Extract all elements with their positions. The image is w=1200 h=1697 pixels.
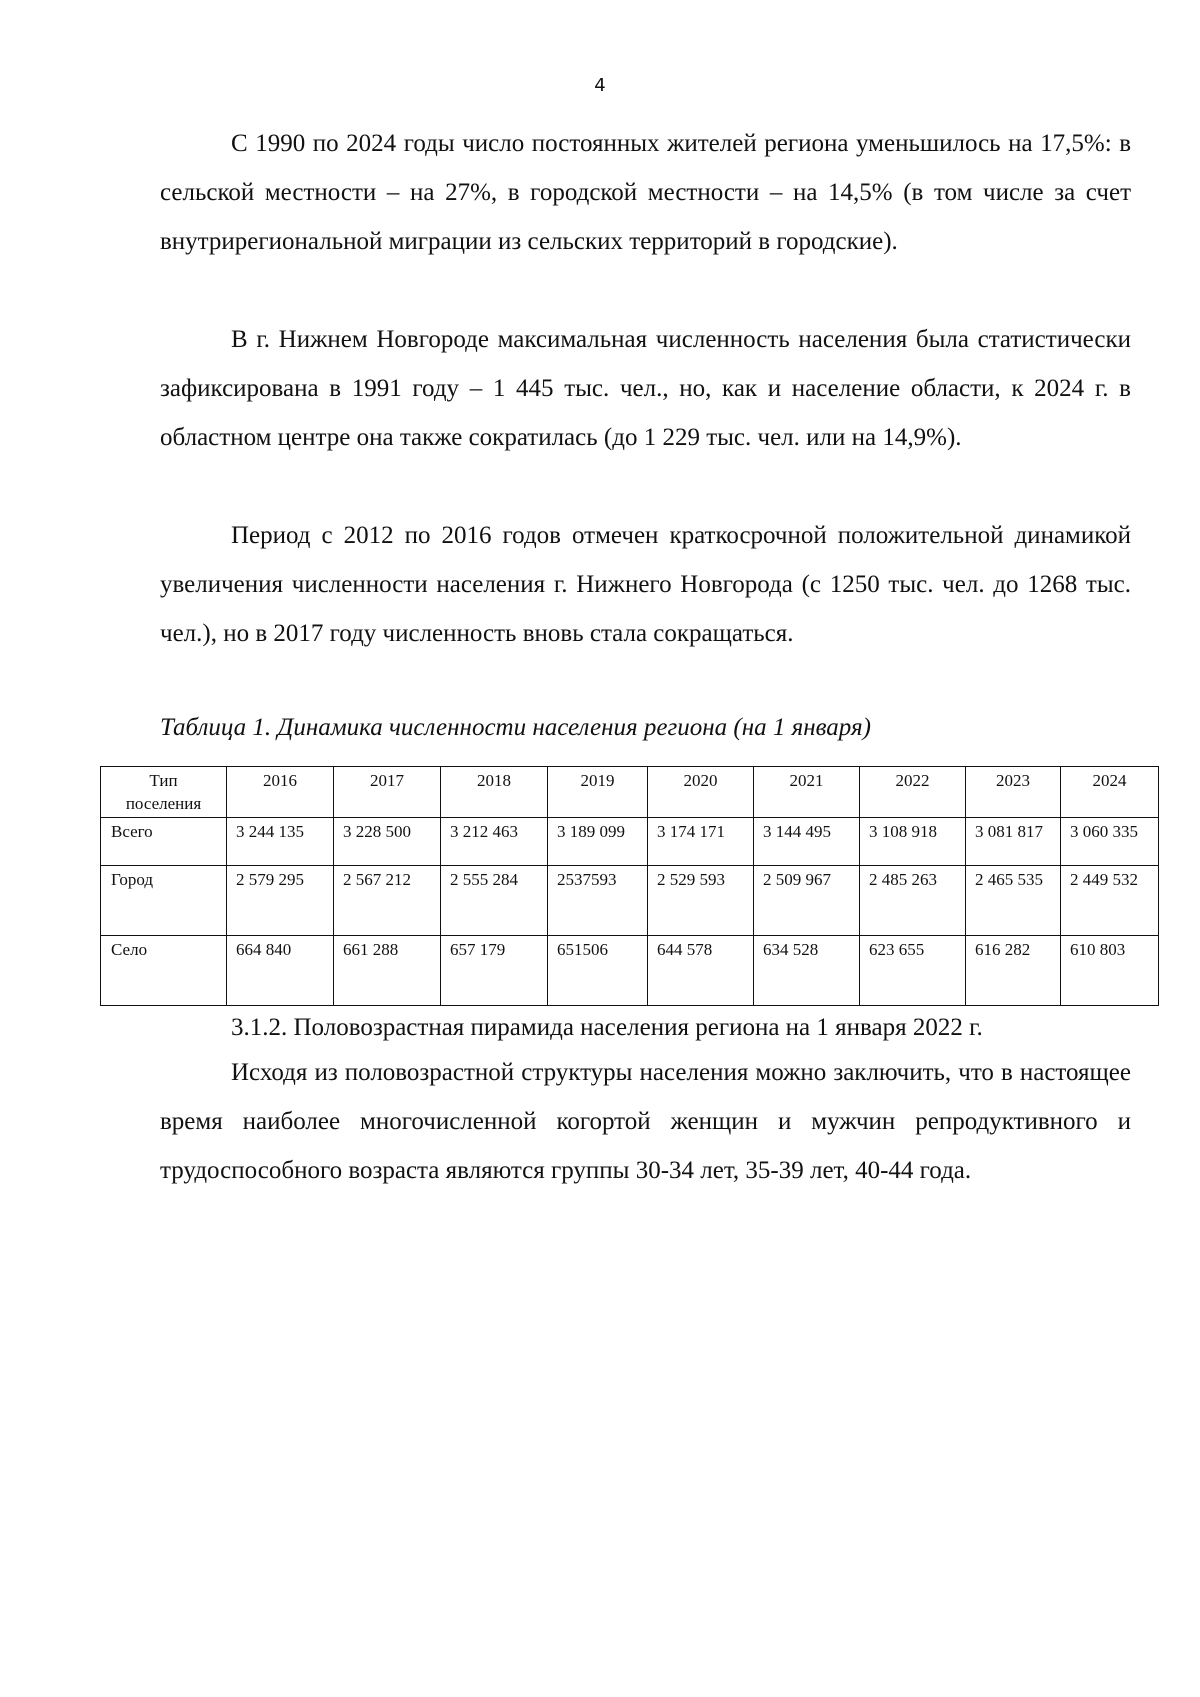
paragraph-growth-period: Период с 2012 по 2016 годов отмечен краткосрочной положительной динамикой увеличения численности населения г. Нижнего Новгорода (с 1250 тыс. чел. до 1268 тыс. чел.), но в 2017 году численность вновь стала сокращаться. — [160, 522, 1131, 647]
table-cell: 644 578 — [648, 936, 754, 1006]
table-cell: 2 529 593 — [648, 866, 754, 936]
header-year: 2024 — [1061, 767, 1159, 818]
table-cell: 2 465 535 — [966, 866, 1061, 936]
table-caption: Таблица 1. Динамика численности населения региона (на 1 января) — [160, 714, 871, 741]
population-table — [100, 766, 1159, 1006]
table-cell: 2537593 — [548, 866, 648, 936]
table-cell: 3 060 335 — [1061, 818, 1159, 866]
table-row-urban — [101, 866, 1159, 936]
table-cell: 623 655 — [860, 936, 966, 1006]
table-cell: 3 228 500 — [334, 818, 441, 866]
page-number: 4 — [594, 75, 606, 96]
table-cell: 2 485 263 — [860, 866, 966, 936]
table-cell: 2 555 284 — [441, 866, 548, 936]
table-cell: 3 144 495 — [754, 818, 860, 866]
header-year: 2021 — [754, 767, 860, 818]
table-cell: 664 840 — [227, 936, 334, 1006]
row-label: Город — [101, 866, 227, 936]
row-label: Всего — [101, 818, 227, 866]
header-year: 2016 — [227, 767, 334, 818]
table-cell: 3 189 099 — [548, 818, 648, 866]
row-label: Село — [101, 936, 227, 1006]
section-heading: 3.1.2. Половозрастная пирамида населения региона на 1 января 2022 г. — [231, 1014, 983, 1041]
header-year: 2017 — [334, 767, 441, 818]
paragraph-population-decline: С 1990 по 2024 годы число постоянных жителей региона уменьшилось на 17,5%: в сельской местности – на 27%, в городской местности – на 14,5% (в том числе за счет внутрирегиональной миграции из сельских территорий в городские). — [160, 130, 1131, 255]
table-cell: 616 282 — [966, 936, 1061, 1006]
paragraph-nizhny-novgorod-maximum: В г. Нижнем Новгороде максимальная численность населения была статистически зафиксирована в 1991 году – 1 445 тыс. чел., но, как и население области, к 2024 г. в областном центре она также сократилась (до 1 229 тыс. чел. или на 14,9%). — [160, 326, 1131, 451]
table-cell: 3 212 463 — [441, 818, 548, 866]
table-cell: 2 509 967 — [754, 866, 860, 936]
table-cell: 2 449 532 — [1061, 866, 1159, 936]
header-settlement-type: Тип поселения — [101, 767, 227, 818]
paragraph-age-structure: Исходя из половозрастной структуры населения можно заключить, что в настоящее время наиболее многочисленной когортой женщин и мужчин репродуктивного и трудоспособного возраста являются группы 30-34 лет, 35-39 лет, 40-44 года. — [160, 1059, 1131, 1184]
table-cell: 651506 — [548, 936, 648, 1006]
header-year: 2022 — [860, 767, 966, 818]
table-row-total — [101, 818, 1159, 866]
table-cell: 3 108 918 — [860, 818, 966, 866]
table-cell: 3 244 135 — [227, 818, 334, 866]
table-cell: 634 528 — [754, 936, 860, 1006]
header-year: 2023 — [966, 767, 1061, 818]
table-cell: 661 288 — [334, 936, 441, 1006]
table-cell: 610 803 — [1061, 936, 1159, 1006]
table-cell: 3 081 817 — [966, 818, 1061, 866]
table-cell: 2 579 295 — [227, 866, 334, 936]
table-cell: 2 567 212 — [334, 866, 441, 936]
header-year: 2018 — [441, 767, 548, 818]
header-year: 2019 — [548, 767, 648, 818]
header-year: 2020 — [648, 767, 754, 818]
table-header-row — [101, 767, 1159, 818]
table-cell: 657 179 — [441, 936, 548, 1006]
table-cell: 3 174 171 — [648, 818, 754, 866]
table-row-rural — [101, 936, 1159, 1006]
